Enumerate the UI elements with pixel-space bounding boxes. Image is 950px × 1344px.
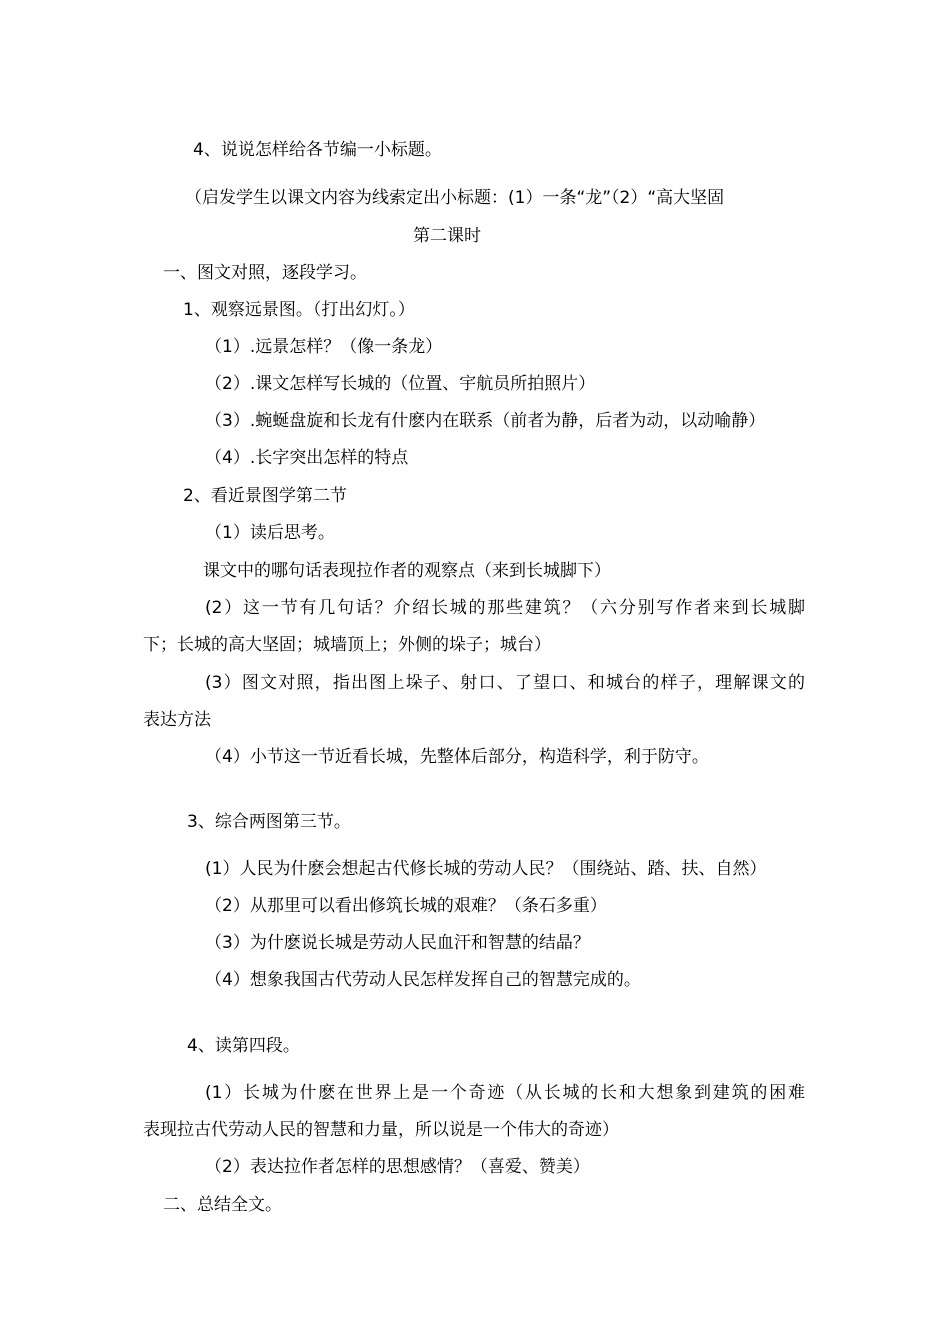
paragraph-line: （1）.远景怎样？（像一条龙）	[205, 337, 443, 357]
paragraph-line: (2）这一节有几句话？介绍长城的那些建筑？（六分别写作者来到长城脚	[205, 598, 805, 618]
paragraph-line: （4）想象我国古代劳动人民怎样发挥自己的智慧完成的。	[205, 970, 641, 990]
paragraph-line: (3）图文对照，指出图上垛子、射口、了望口、和城台的样子，理解课文的	[205, 673, 805, 693]
paragraph-line: (1）人民为什麽会想起古代修长城的劳动人民？（围绕站、踏、扶、自然）	[205, 859, 767, 879]
paragraph-line: 3、综合两图第三节。	[187, 812, 351, 832]
paragraph-line: （2）从那里可以看出修筑长城的艰难？（条石多重）	[205, 896, 607, 916]
paragraph-line: 2、看近景图学第二节	[183, 486, 347, 506]
paragraph-line: （2）.课文怎样写长城的（位置、宇航员所拍照片）	[205, 374, 596, 394]
paragraph-line: 下；长城的高大坚固；城墙顶上；外侧的垛子；城台）	[143, 635, 551, 655]
paragraph-line: 1、观察远景图。（打出幻灯。）	[183, 300, 415, 320]
paragraph-line: 4、说说怎样给各节编一小标题。	[193, 140, 442, 160]
paragraph-line: （4）小节这一节近看长城，先整体后部分，构造科学，利于防守。	[205, 747, 709, 767]
paragraph-line: （3）为什麽说长城是劳动人民血汗和智慧的结晶？	[205, 933, 590, 953]
paragraph-line: 表现拉古代劳动人民的智慧和力量，所以说是一个伟大的奇迹）	[143, 1120, 619, 1140]
paragraph-line: (1）长城为什麽在世界上是一个奇迹（从长城的长和大想象到建筑的困难	[205, 1083, 805, 1103]
section-heading: 第二课时	[413, 226, 481, 246]
section-heading: 二、总结全文。	[163, 1195, 282, 1215]
paragraph-line: 课文中的哪句话表现拉作者的观察点（来到长城脚下）	[203, 561, 611, 581]
paragraph-line: （启发学生以课文内容为线索定出小标题：(1）一条“龙”（2）“高大坚固	[185, 188, 725, 208]
paragraph-line: 4、读第四段。	[187, 1036, 300, 1056]
paragraph-line: （3）.蜿蜒盘旋和长龙有什麽内在联系（前者为静，后者为动，以动喻静）	[205, 411, 766, 431]
paragraph-line: （1）读后思考。	[205, 523, 335, 543]
paragraph-line: （4）.长字突出怎样的特点	[205, 448, 409, 468]
paragraph-line: 表达方法	[143, 710, 211, 730]
paragraph-line: （2）表达拉作者怎样的思想感情？（喜爱、赞美）	[205, 1157, 590, 1177]
section-heading: 一、图文对照，逐段学习。	[163, 263, 367, 283]
